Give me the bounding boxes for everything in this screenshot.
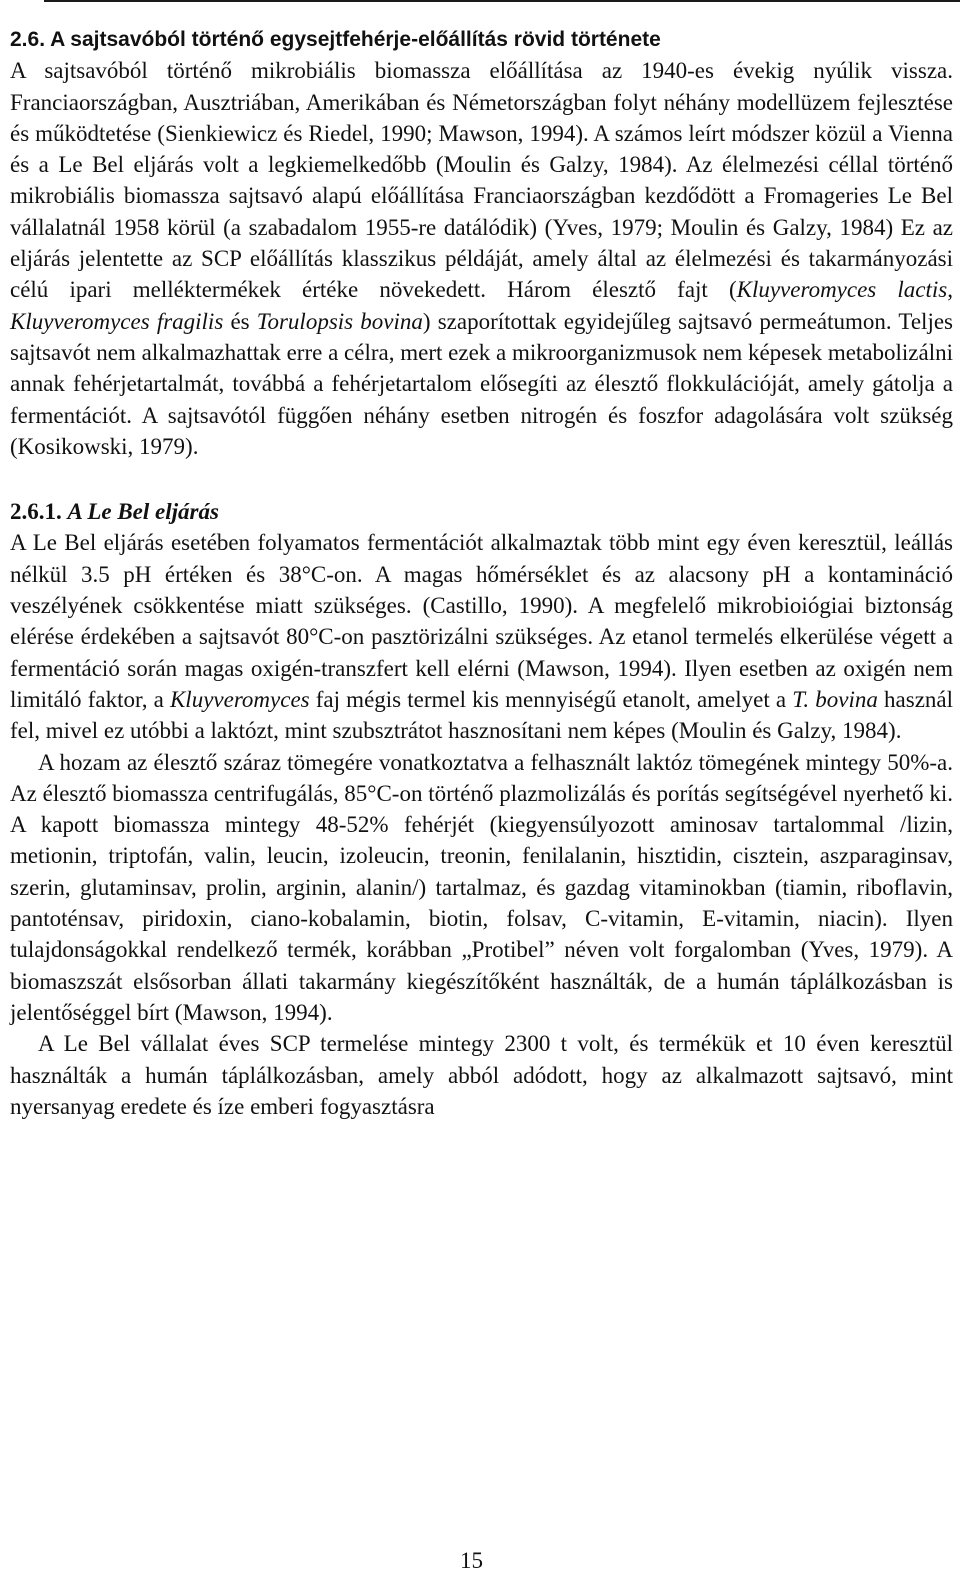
species-t-bovina: T. bovina: [792, 686, 878, 712]
species-kluyveromyces-fragilis: Kluyveromyces fragilis: [10, 308, 224, 334]
separator: és: [223, 308, 257, 334]
subsection-heading: [10, 496, 953, 527]
section-paragraph-end: ) szaporítottak egyidejűleg sajtsavó permeátumon. Teljes sajtsavót nem alkalmazhattak erre a célra, mert ezek a mikroorganizmusok nem képesek metabolizálni annak fehérjetartalmát, továbbá a fehérjetartalom elősegíti az élesztő flokkulációját, amely gátolja a fermentációt. A sajtsavótól függően néhány esetben nitrogén és foszfor adagolására volt szükség (Kosikowski, 1979).: [10, 308, 953, 459]
section-paragraph: [10, 55, 953, 462]
species-torulopsis-bovina: Torulopsis bovina: [256, 308, 423, 334]
subsection-number: 2.6.1.: [10, 499, 68, 525]
top-rule: [44, 0, 960, 2]
separator: ,: [947, 277, 953, 303]
paragraph-text: A Le Bel eljárás esetében folyamatos fermentációt alkalmaztak több mint egy éven keresztül, leállás nélkül 3.5 pH értéken és 38°C-on. A magas hőmérséklet és az alacsony pH a kontamináció veszélyének csökkentése miatt szükséges. (Castillo, 1990). A megfelelő mikrobioiógiai biztonság elérése érdekében a sajtsavót 80°C-on pasztörizálni szükséges. Az etanol termelés elkerülése végett a fermentáció során magas oxigén-transzfert kell elérni (Mawson, 1994). Ilyen esetben az oxigén nem limitáló faktor, a: [10, 530, 953, 712]
section-heading: 2.6. A sajtsavóból történő egysejtfehérje-előállítás rövid története: [10, 28, 661, 51]
subsection-title: A Le Bel eljárás: [67, 499, 219, 525]
subsection-paragraph-1: [10, 527, 953, 746]
genus-kluyveromyces: Kluyveromyces: [169, 686, 310, 712]
page-number: 15: [460, 1548, 483, 1573]
section-paragraph-text: A sajtsavóból történő mikrobiális biomassza előállítása az 1940-es évekig nyúlik vissza. Franciaországban, Ausztriában, Amerikában és Németországban folyt néhány modellüzem fejlesztése és működtetése (Sienkiewicz és Riedel, 1990; Mawson, 1994). A számos leírt módszer közül a Vienna és a Le Bel eljárás volt a legkiemelkedőbb (Moulin és Galzy, 1984). Az élelmezési céllal történő mikrobiális biomassza sajtsavó alapú előállítása Franciaországban kezdődött a Fromageries Le Bel vállalatnál 1958 körül (a szabadalom 1955-re datálódik) (Yves, 1979; Moulin és Galzy, 1984) Ez az eljárás jelentette az SCP előállítás klasszikus példáját, amely által az élelmezési és takarmányozási célú ipari melléktermékek értéke növekedett. Három élesztő fajt (: [10, 58, 953, 303]
page-body: [10, 24, 953, 1122]
subsection-paragraph-2: A hozam az élesztő száraz tömegére vonatkoztatva a felhasznált laktóz tömegének mintegy 50%-a. Az élesztő biomassza centrifugálás, 85°C-on történő plazmolizálás és porítás segítségével nyerhető ki. A kapott biomassza mintegy 48-52% fehérjét (kiegyensúlyozott aminosav tartalommal /lizin, metionin, triptofán, valin, leucin, izoleucin, treonin, fenilalanin, hisztidin, cisztein, aszparaginsav, szerin, glutaminsav, prolin, arginin, alanin/) tartalmaz, és gazdag vitaminokban (tiamin, riboflavin, pantoténsav, piridoxin, ciano-kobalamin, biotin, folsav, C-vitamin, E-vitamin, niacin). Ilyen tulajdonságokkal rendelkező termék, korábban „Protibel” néven volt forgalomban (Yves, 1979). A biomaszszát elsősorban állati takarmány kiegészítőként használták, de a humán táplálkozásban is jelentőséggel bírt (Mawson, 1994).: [10, 749, 953, 1025]
paragraph-text: faj mégis termel kis mennyiségű etanolt, amelyet a: [309, 686, 793, 712]
paragraph-text: használ fel, mivel ez utóbbi a laktózt, mint szubsztrátot hasznosítani nem képes (Moulin és Galzy, 1984).: [10, 686, 953, 744]
species-kluyveromyces-lactis: Kluyveromyces lactis: [736, 277, 948, 303]
subsection-paragraph-3: A Le Bel vállalat éves SCP termelése mintegy 2300 t volt, és termékük et 10 éven keresztül használták a humán táplálkozásban, amely abból adódott, hogy az alkalmazott sajtsavó, mint nyersanyag eredete és íze emberi fogyasztásra: [10, 1031, 953, 1119]
